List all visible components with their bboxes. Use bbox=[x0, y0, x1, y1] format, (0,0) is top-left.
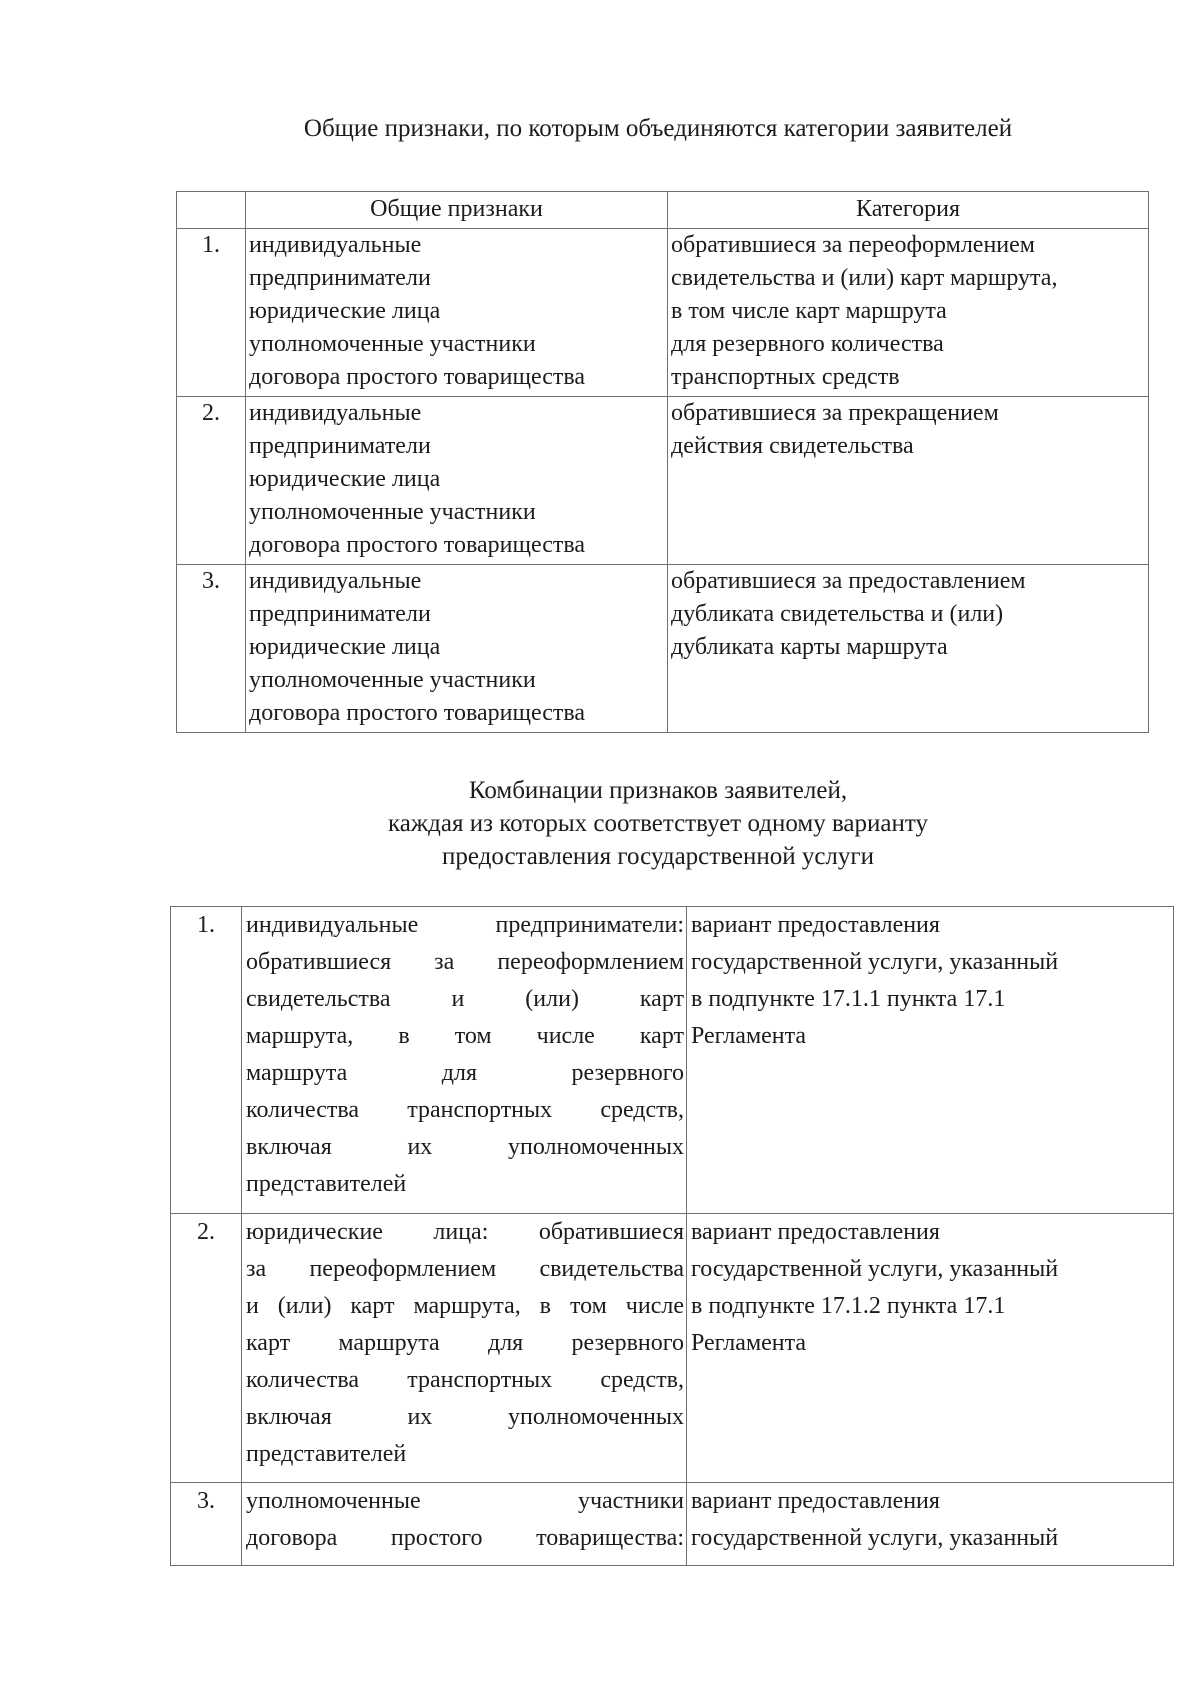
title-line: каждая из которых соответствует одному варианту bbox=[388, 810, 928, 837]
text-line: маршрута, в том числе карт bbox=[246, 1023, 684, 1049]
table-row bbox=[177, 397, 1149, 565]
header-features: Общие признаки bbox=[246, 192, 668, 229]
combination-cell bbox=[242, 1483, 687, 1566]
text-line: договора простого товарищества bbox=[249, 532, 586, 558]
features-cell bbox=[246, 397, 668, 565]
text-line: договора простого товарищества bbox=[249, 700, 586, 726]
category-cell bbox=[668, 565, 1149, 733]
text-line: уполномоченные участники bbox=[249, 331, 536, 357]
text-line: индивидуальные bbox=[249, 232, 422, 258]
table-row bbox=[171, 907, 1174, 1214]
text-line: дубликата свидетельства и (или) bbox=[671, 601, 1004, 627]
text-line: предприниматели bbox=[249, 601, 431, 627]
text-line: за переоформлением свидетельства bbox=[246, 1256, 684, 1282]
row-number: 3. bbox=[171, 1483, 242, 1566]
applicant-categories-table bbox=[176, 191, 1149, 733]
combination-cell bbox=[242, 907, 687, 1214]
text-line: в том числе карт маршрута bbox=[671, 298, 947, 324]
combination-cell bbox=[242, 1214, 687, 1483]
text-line: карт маршрута для резервного bbox=[246, 1330, 684, 1356]
category-cell bbox=[668, 229, 1149, 397]
title-line: Комбинации признаков заявителей, bbox=[468, 777, 848, 804]
variant-cell bbox=[687, 907, 1174, 1214]
text-line: действия свидетельства bbox=[671, 433, 914, 459]
text-line: свидетельства и (или) карт bbox=[246, 986, 684, 1012]
text-line: уполномоченные участники bbox=[249, 667, 536, 693]
text-line: уполномоченные участники bbox=[249, 499, 536, 525]
table-row bbox=[171, 1214, 1174, 1483]
features-cell bbox=[246, 565, 668, 733]
table-row bbox=[177, 565, 1149, 733]
table-header-row bbox=[177, 192, 1149, 229]
text-line: количества транспортных средств, bbox=[246, 1367, 684, 1393]
text-line: юридические лица bbox=[249, 634, 441, 660]
text-line: вариант предоставления bbox=[691, 1219, 940, 1245]
text-line: включая их уполномоченных bbox=[246, 1404, 684, 1430]
text-line: государственной услуги, указанный bbox=[691, 1256, 1059, 1282]
applicant-combinations-table bbox=[170, 906, 1174, 1566]
text-line: маршрута для резервного bbox=[246, 1060, 684, 1086]
text-line: индивидуальные предприниматели: bbox=[246, 912, 684, 938]
text-line: государственной услуги, указанный bbox=[691, 949, 1059, 975]
table-row bbox=[171, 1483, 1174, 1566]
row-number: 1. bbox=[171, 907, 242, 1214]
text-line: обратившиеся за прекращением bbox=[671, 400, 999, 426]
header-category: Категория bbox=[668, 192, 1149, 229]
text-line: уполномоченные участники bbox=[246, 1488, 684, 1514]
text-line: транспортных средств bbox=[671, 364, 900, 390]
text-line: включая их уполномоченных bbox=[246, 1134, 684, 1160]
header-number bbox=[177, 192, 246, 229]
variant-cell bbox=[687, 1214, 1174, 1483]
text-line: в подпункте 17.1.1 пункта 17.1 bbox=[691, 986, 1006, 1012]
text-line: индивидуальные bbox=[249, 400, 422, 426]
text-line: количества транспортных средств, bbox=[246, 1097, 684, 1123]
text-line: Регламента bbox=[691, 1330, 807, 1356]
text-line: для резервного количества bbox=[671, 331, 944, 357]
text-line: в подпункте 17.1.2 пункта 17.1 bbox=[691, 1293, 1006, 1319]
text-line: юридические лица bbox=[249, 298, 441, 324]
title-line: предоставления государственной услуги bbox=[441, 843, 875, 870]
text-line: представителей bbox=[246, 1171, 407, 1197]
text-line: вариант предоставления bbox=[691, 912, 940, 938]
text-line: договора простого товарищества bbox=[249, 364, 586, 390]
row-number: 2. bbox=[171, 1214, 242, 1483]
text-line: предприниматели bbox=[249, 433, 431, 459]
text-line: и (или) карт маршрута, в том числе bbox=[246, 1293, 684, 1319]
text-line: юридические лица bbox=[249, 466, 441, 492]
text-line: государственной услуги, указанный bbox=[691, 1525, 1059, 1551]
table-row bbox=[177, 229, 1149, 397]
text-line: индивидуальные bbox=[249, 568, 422, 594]
row-number: 1. bbox=[177, 229, 246, 397]
section2-title bbox=[0, 774, 1200, 873]
text-line: предприниматели bbox=[249, 265, 431, 291]
text-line: свидетельства и (или) карт маршрута, bbox=[671, 265, 1058, 291]
variant-cell bbox=[687, 1483, 1174, 1566]
row-number: 3. bbox=[177, 565, 246, 733]
row-number: 2. bbox=[177, 397, 246, 565]
text-line: представителей bbox=[246, 1441, 407, 1467]
section1-title: Общие признаки, по которым объединяются категории заявителей bbox=[303, 115, 1013, 142]
text-line: обратившиеся за предоставлением bbox=[671, 568, 1026, 594]
text-line: обратившиеся за переоформлением bbox=[671, 232, 1035, 258]
text-line: Регламента bbox=[691, 1023, 807, 1049]
text-line: юридические лица: обратившиеся bbox=[246, 1219, 684, 1245]
text-line: обратившиеся за переоформлением bbox=[246, 949, 684, 975]
category-cell bbox=[668, 397, 1149, 565]
text-line: дубликата карты маршрута bbox=[671, 634, 948, 660]
text-line: договора простого товарищества: bbox=[246, 1525, 684, 1551]
text-line: вариант предоставления bbox=[691, 1488, 940, 1514]
features-cell bbox=[246, 229, 668, 397]
